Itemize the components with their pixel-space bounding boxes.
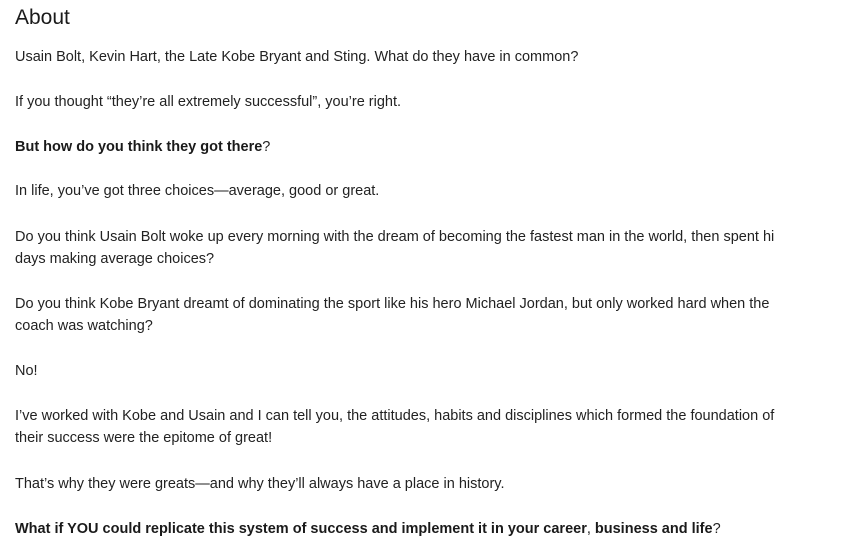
paragraph-intro: Usain Bolt, Kevin Hart, the Late Kobe Bryant and Sting. What do they have in common? [15,49,579,65]
paragraph-no: No! [15,363,38,379]
paragraph-kobe-line2: coach was watching? [15,318,153,334]
paragraph-question [15,136,270,158]
paragraph-worked-line2: their success were the epitome of great! [15,430,273,446]
final-question-mark: ? [712,521,721,537]
paragraph-choices: In life, you’ve got three choices—average, good or great. [15,183,380,199]
section-title: About [15,6,70,29]
paragraph-usain-line1: Do you think Usain Bolt woke up every morning with the dream of becoming the fastest man in the world, then spent hi [15,229,775,245]
paragraph-kobe-line1: Do you think Kobe Bryant dreamt of dominating the sport like his hero Michael Jordan, but only worked hard when the [15,296,770,312]
comma-separator: , [586,521,595,537]
question-mark: ? [262,139,271,155]
bold-business-life-text: business and life [594,521,713,537]
paragraph-usain-line2: days making average choices? [15,251,215,267]
paragraph-successful: If you thought “they’re all extremely successful”, you’re right. [15,94,402,110]
bold-what-if-text: What if YOU could replicate this system of success and implement it in your career [15,521,587,537]
paragraph-worked-line1: I’ve worked with Kobe and Usain and I can tell you, the attitudes, habits and disciplines which formed the foundation of [15,408,775,424]
bold-question-text: But how do you think they got there [15,139,263,155]
paragraph-greats: That’s why they were greats—and why they’ll always have a place in history. [15,476,505,492]
paragraph-what-if [15,518,721,540]
